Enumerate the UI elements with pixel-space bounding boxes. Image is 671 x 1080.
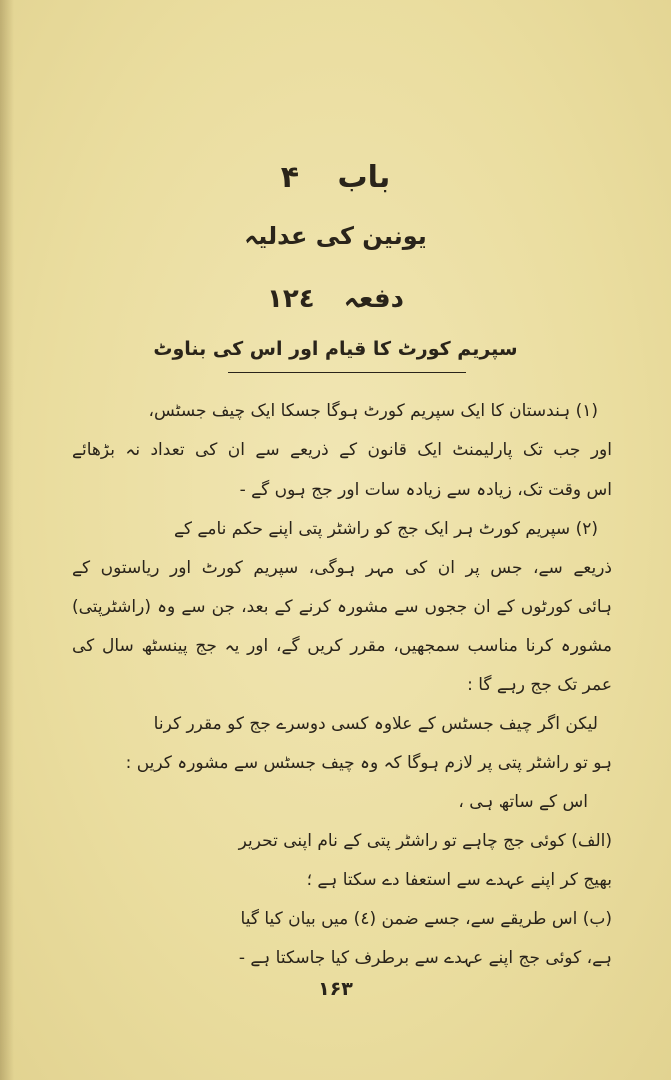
chapter-word: باب [337, 160, 391, 195]
text-line: اس وقت تک، زیادہ سے زیادہ سات اور جج ہوں گے - [239, 480, 612, 500]
text-line: (الف) کوئی جج چاہے تو راشٹر پتی کے نام اپنی تحریر [238, 831, 612, 851]
section-title: سپریم کورٹ کا قیام اور اس کی بناوٹ [153, 338, 518, 360]
section-label: دفعہ [343, 284, 404, 314]
text-line: لیکن اگر چیف جسٹس کے علاوہ کسی دوسرے جج کو مقرر کرنا [153, 714, 598, 734]
text-line: اور جب تک پارلیمنٹ ایک قانون کے ذریعے سے ان کی تعداد نہ بڑھائے [72, 440, 612, 460]
text-line: بھیج کر اپنے عہدے سے استعفا دے سکتا ہے ؛ [306, 870, 612, 890]
chapter-heading [0, 160, 671, 195]
text-line: عمر تک جج رہے گا : [467, 675, 612, 695]
text-line: ہے، کوئی جج اپنے عہدے سے برطرف کیا جاسکتا ہے - [238, 948, 612, 968]
text-line: ہو تو راشٹر پتی پر لازم ہوگا کہ وہ چیف جسٹس سے مشورہ کریں : [125, 753, 612, 773]
text-line: (۱) ہندستان کا ایک سپریم کورٹ ہوگا جسکا ایک چیف جسٹس، [148, 401, 598, 421]
text-line: مشورہ کرنا مناسب سمجھیں، مقرر کریں گے، اور یہ جج پینسٹھ سال کی [72, 636, 612, 656]
chapter-subtitle: یونین کی عدلیہ [244, 222, 427, 250]
text-line: ذریعے سے، جس پر ان کی مہر ہوگی، سپریم کورٹ اور ریاستوں کے [72, 558, 612, 578]
text-line: (۲) سپریم کورٹ ہر ایک جج کو راشٹر پتی اپنے حکم نامے کے [173, 519, 598, 539]
text-line: ہائی کورٹوں کے ان ججوں سے مشورہ کرنے کے بعد، جن سے وہ (راشٹرپتی) [72, 597, 612, 617]
page-number: ۱۶۳ [318, 978, 353, 1000]
section-number: ۱۲٤ [267, 284, 315, 314]
text-line: اس کے ساتھ ہی ، [458, 792, 588, 812]
section-heading [0, 284, 671, 314]
text-line: (ب) اس طریقے سے، جسے ضمن (٤) میں بیان کیا گیا [240, 909, 612, 929]
section-title-underline [228, 372, 466, 373]
chapter-number: ۴ [280, 160, 300, 195]
